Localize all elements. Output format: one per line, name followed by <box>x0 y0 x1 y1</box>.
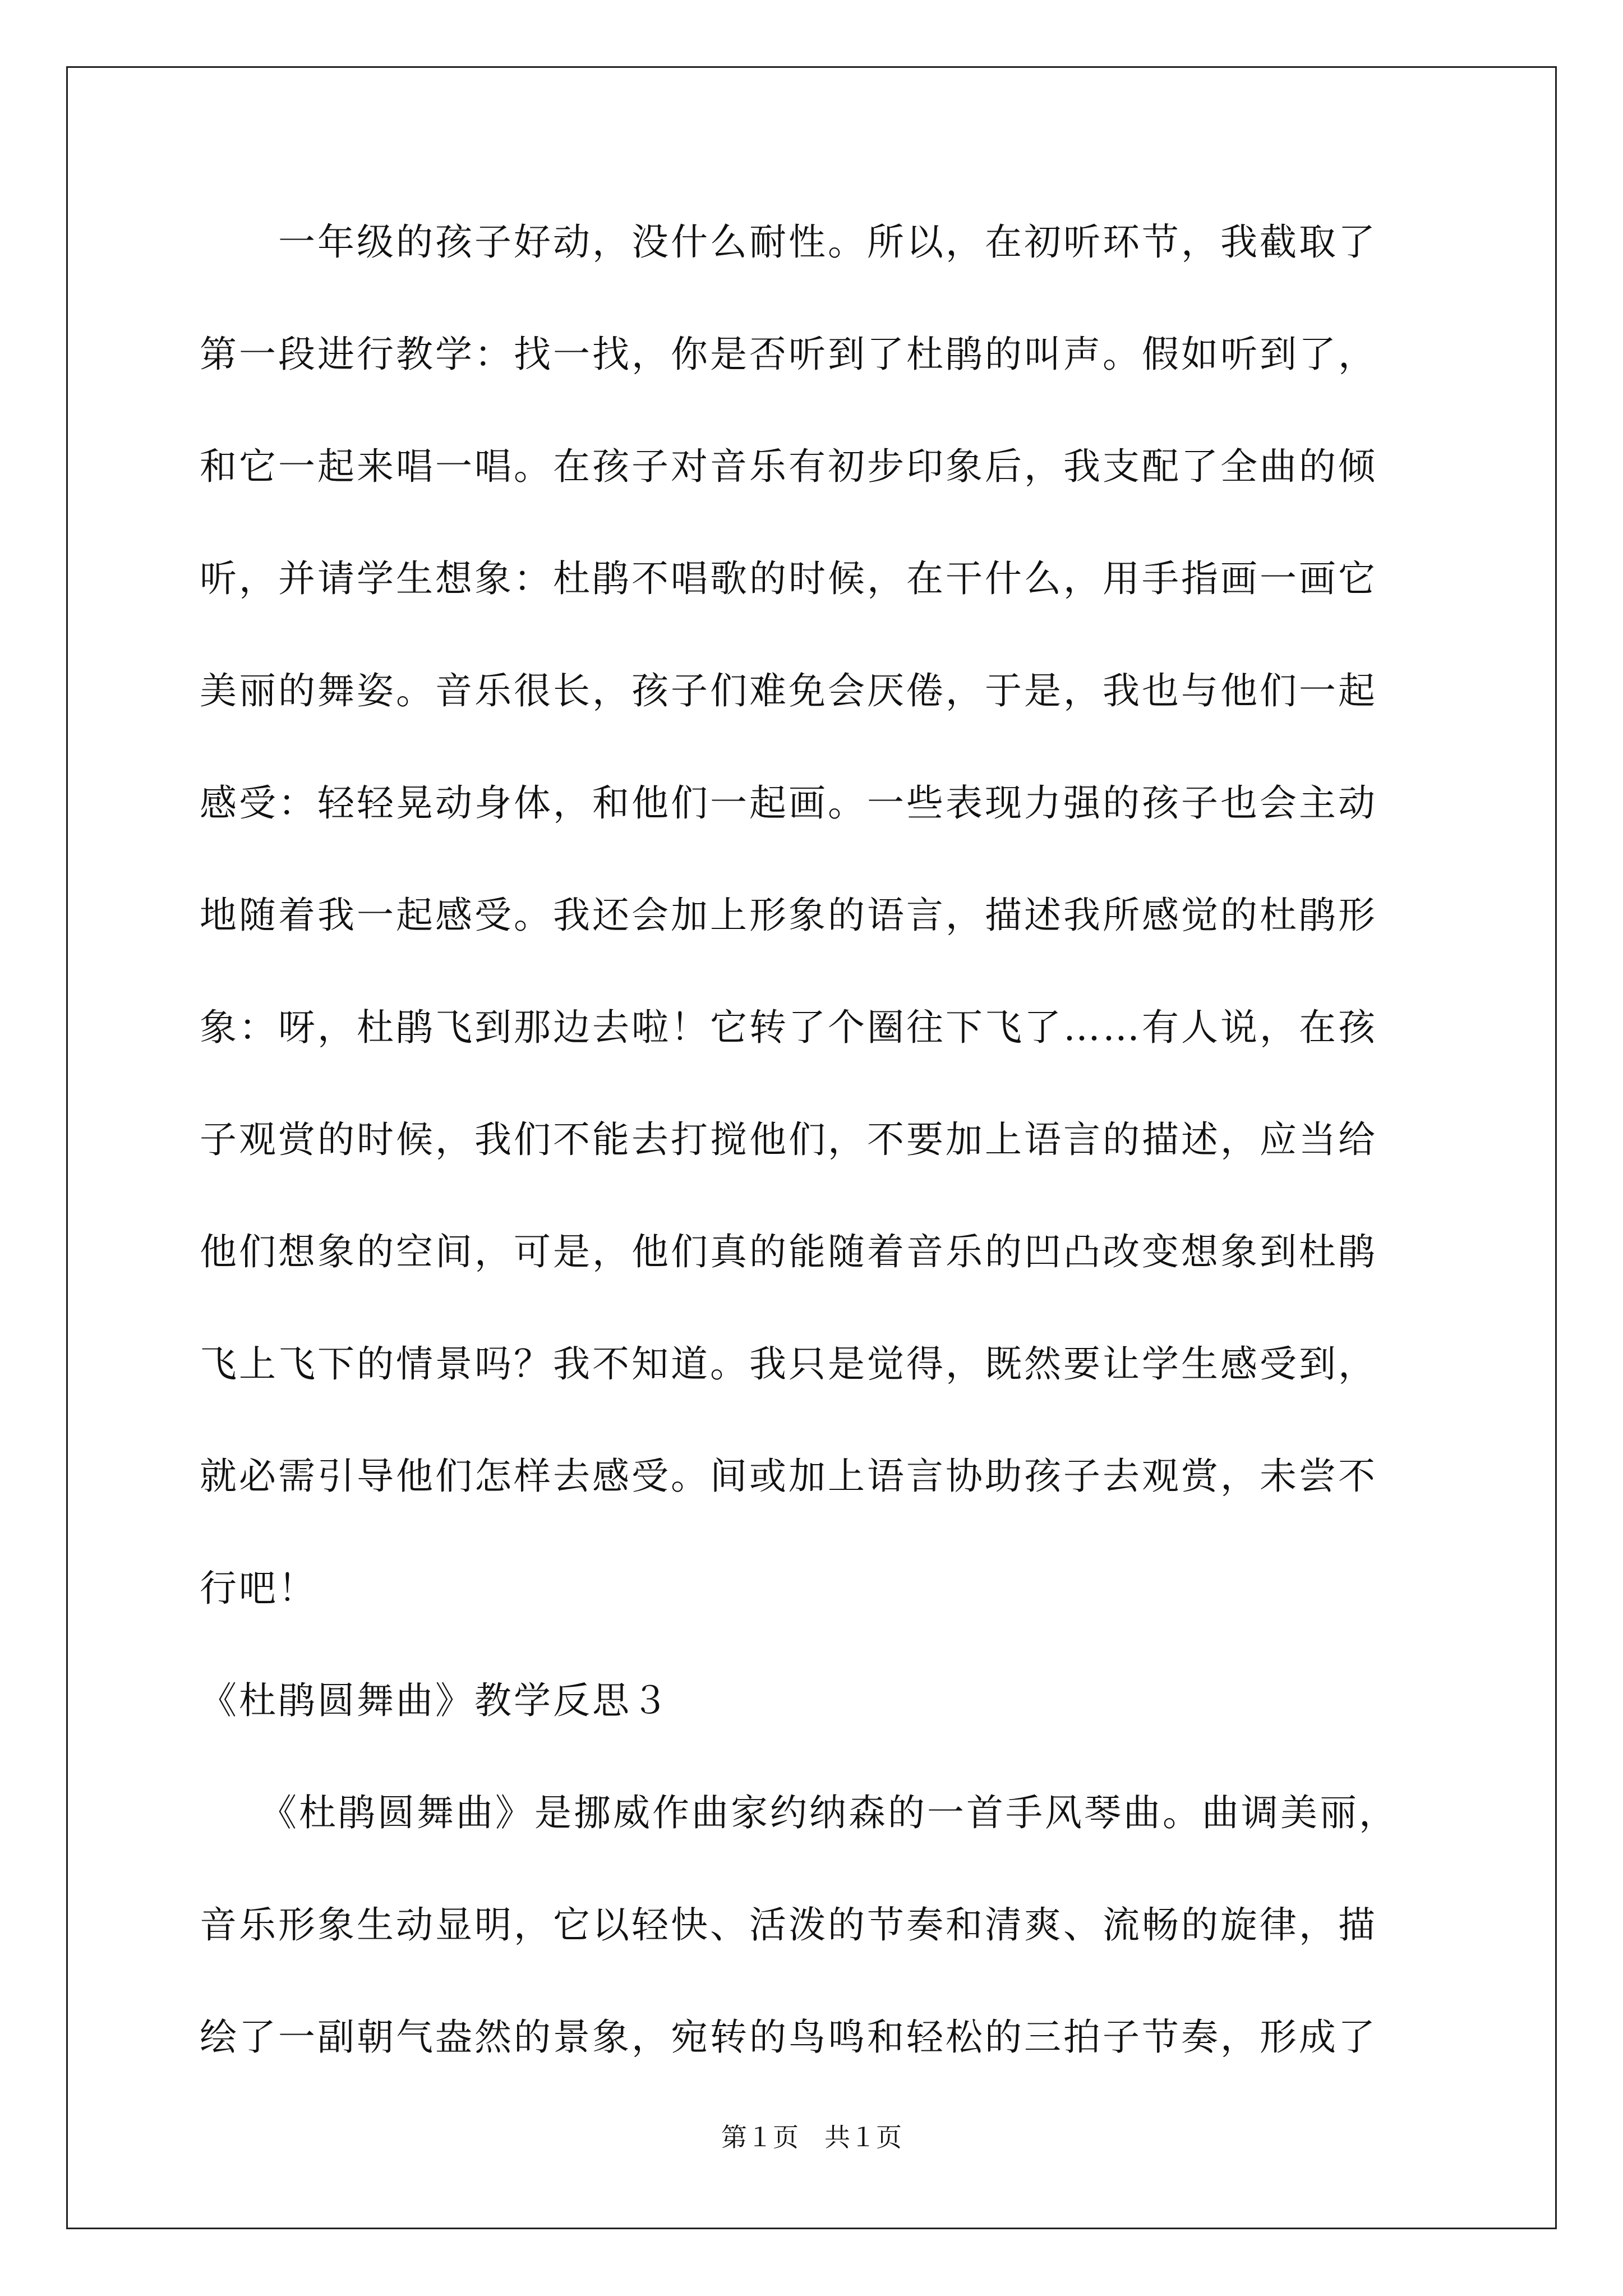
text-line: 听，并请学生想象：杜鹃不唱歌的时候，在干什么，用手指画一画它 <box>200 557 1377 600</box>
text-line: 就必需引导他们怎样去感受。间或加上语言协助孩子去观赏，未尝不 <box>200 1455 1377 1498</box>
text-line: 子观赏的时候，我们不能去打搅他们，不要加上语言的描述，应当给 <box>200 1118 1377 1161</box>
section-heading: 《杜鹃圆舞曲》教学反思３ <box>200 1679 671 1722</box>
text-line: 《杜鹃圆舞曲》是挪威作曲家约纳森的一首手风琴曲。曲调美丽， <box>200 1791 1398 1834</box>
text-line: 美丽的舞姿。音乐很长，孩子们难免会厌倦，于是，我也与他们一起 <box>200 669 1377 712</box>
text-line: 他们想象的空间，可是，他们真的能随着音乐的凹凸改变想象到杜鹃 <box>200 1230 1377 1273</box>
text-line: 音乐形象生动显明，它以轻快、活泼的节奏和清爽、流畅的旋律，描 <box>200 1903 1377 1947</box>
text-line: 第一段进行教学：找一找，你是否听到了杜鹃的叫声。假如听到了， <box>200 333 1377 376</box>
text-line: 象：呀，杜鹃飞到那边去啦！它转了个圈往下飞了……有人说，在孩 <box>200 1006 1377 1049</box>
text-line: 绘了一副朝气盎然的景象，宛转的鸟鸣和轻松的三拍子节奏，形成了 <box>200 2016 1377 2059</box>
text-line: 一年级的孩子好动，没什么耐性。所以，在初听环节，我截取了 <box>200 220 1377 264</box>
text-line: 行吧！ <box>200 1567 317 1610</box>
text-line: 飞上飞下的情景吗？我不知道。我只是觉得，既然要让学生感受到， <box>200 1342 1377 1386</box>
text-line: 感受：轻轻晃动身体，和他们一起画。一些表现力强的孩子也会主动 <box>200 781 1377 825</box>
page-footer: 第１页 共１页 <box>721 2122 902 2152</box>
text-line: 和它一起来唱一唱。在孩子对音乐有初步印象后，我支配了全曲的倾 <box>200 445 1377 488</box>
text-line: 地随着我一起感受。我还会加上形象的语言，描述我所感觉的杜鹃形 <box>200 894 1377 937</box>
